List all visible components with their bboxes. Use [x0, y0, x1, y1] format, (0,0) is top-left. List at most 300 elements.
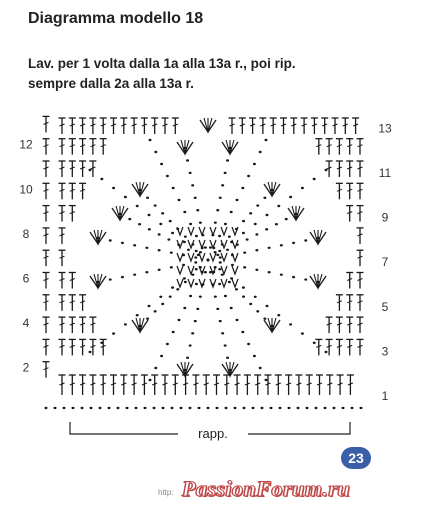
chain-symbol: [306, 407, 309, 409]
chain-symbol: [214, 221, 217, 223]
chain-symbol: [186, 159, 189, 161]
chain-symbol: [187, 249, 190, 251]
instruction-line-2: sempre dalla 2a alla 13a r.: [28, 76, 194, 91]
chain-symbol: [256, 310, 259, 312]
chain-symbol: [63, 407, 66, 409]
chain-symbol: [221, 273, 224, 275]
double-crochet-symbol: [347, 375, 354, 395]
chain-symbol: [148, 214, 151, 216]
page-number-badge: 23: [341, 447, 371, 469]
v-stitch-symbol: [221, 279, 227, 287]
chain-symbol: [265, 228, 268, 230]
chain-symbol: [176, 288, 179, 290]
double-crochet-symbol: [357, 273, 364, 289]
chain-symbol: [196, 209, 199, 211]
double-crochet-symbol: [326, 317, 333, 333]
chain-symbol: [295, 213, 298, 215]
chain-symbol: [195, 268, 198, 270]
chain-symbol: [158, 269, 161, 271]
v-stitch-symbol: [232, 279, 238, 287]
repeat-bracket: [70, 422, 350, 441]
v-stitch-symbol: [177, 266, 183, 274]
chain-symbol: [297, 407, 300, 409]
double-crochet-symbol: [346, 295, 353, 311]
row-label-left: 8: [22, 226, 30, 241]
double-crochet-symbol: [79, 139, 86, 155]
row-label-right: 13: [378, 121, 392, 136]
instruction-line-1: Lav. per 1 volta dalla 1a alla 13a r., poi rip.: [28, 56, 296, 71]
chain-symbol: [218, 268, 221, 270]
chain-symbol: [89, 351, 92, 353]
chain-symbol: [145, 271, 148, 273]
chain-symbol: [195, 250, 198, 252]
double-crochet-symbol: [59, 273, 66, 289]
chain-symbol: [255, 269, 258, 271]
chain-symbol: [139, 189, 142, 191]
chain-symbol: [243, 266, 246, 268]
chain-symbol: [178, 199, 181, 201]
chain-symbol: [100, 342, 103, 344]
double-crochet-symbol: [332, 118, 339, 134]
chain-symbol: [167, 238, 170, 240]
chain-symbol: [333, 407, 336, 409]
double-crochet-symbol: [213, 375, 220, 395]
stitch-grid: [43, 116, 364, 409]
double-crochet-symbol: [59, 228, 66, 244]
double-crochet-symbol: [234, 375, 241, 395]
double-crochet-symbol: [100, 339, 107, 355]
double-crochet-symbol: [254, 375, 261, 395]
chain-symbol: [228, 235, 231, 237]
chain-symbol: [160, 355, 163, 357]
double-crochet-symbol: [43, 362, 50, 378]
chain-symbol: [194, 320, 197, 322]
v-stitch-symbol: [221, 227, 227, 235]
chain-symbol: [360, 407, 363, 409]
double-crochet-symbol: [131, 375, 138, 395]
chain-symbol: [148, 305, 151, 307]
chain-symbol: [266, 214, 269, 216]
chain-symbol: [351, 407, 354, 409]
chain-symbol: [146, 317, 149, 319]
double-crochet-symbol: [357, 250, 364, 266]
double-crochet-symbol: [326, 375, 333, 395]
double-crochet-symbol: [336, 317, 343, 333]
double-crochet-symbol: [43, 273, 50, 289]
chain-symbol: [216, 209, 219, 211]
double-crochet-symbol: [357, 139, 364, 155]
chain-symbol: [261, 407, 264, 409]
chain-symbol: [204, 271, 207, 273]
double-crochet-symbol: [203, 375, 210, 395]
double-crochet-symbol: [59, 161, 66, 177]
v-stitch-symbol: [232, 253, 238, 261]
double-crochet-symbol: [59, 317, 66, 333]
v-stitch-symbol: [210, 279, 216, 287]
chain-symbol: [253, 163, 256, 165]
chain-symbol: [121, 276, 124, 278]
chain-symbol: [194, 197, 197, 199]
double-crochet-symbol: [43, 250, 50, 266]
chain-symbol: [279, 407, 282, 409]
double-crochet-symbol: [244, 375, 251, 395]
double-crochet-symbol: [275, 375, 282, 395]
chain-symbol: [100, 178, 103, 180]
chain-symbol: [325, 169, 328, 171]
chain-symbol: [154, 151, 157, 153]
double-crochet-symbol: [110, 118, 117, 134]
chain-symbol: [226, 357, 229, 359]
double-crochet-symbol: [69, 273, 76, 289]
double-crochet-symbol: [346, 183, 353, 199]
chain-symbol: [109, 239, 112, 241]
chain-symbol: [158, 249, 161, 251]
double-crochet-symbol: [151, 118, 158, 134]
double-crochet-symbol: [357, 317, 364, 333]
chain-symbol: [189, 223, 192, 225]
chain-symbol: [275, 223, 278, 225]
chain-symbol: [54, 407, 57, 409]
chain-symbol: [121, 242, 124, 244]
double-crochet-symbol: [79, 118, 86, 134]
chain-symbol: [126, 407, 129, 409]
chain-symbol: [171, 407, 174, 409]
chain-symbol: [289, 196, 292, 198]
chain-symbol: [182, 264, 185, 266]
chain-symbol: [149, 139, 152, 141]
chain-symbol: [99, 407, 102, 409]
double-crochet-symbol: [172, 375, 179, 395]
chain-symbol: [254, 296, 257, 298]
chain-symbol: [159, 296, 162, 298]
chain-symbol: [229, 369, 232, 371]
v-stitch-symbol: [221, 253, 227, 261]
chain-symbol: [224, 223, 227, 225]
row-label-right: 9: [381, 210, 389, 225]
chain-symbol: [315, 407, 318, 409]
double-crochet-symbol: [321, 118, 328, 134]
double-crochet-symbol: [357, 161, 364, 177]
double-crochet-symbol: [110, 375, 117, 395]
chain-symbol: [249, 303, 252, 305]
chain-symbol: [243, 251, 246, 253]
double-crochet-symbol: [336, 161, 343, 177]
double-crochet-symbol: [100, 139, 107, 155]
v-stitch-symbol: [188, 240, 194, 248]
chain-symbol: [225, 407, 228, 409]
chain-symbol: [243, 407, 246, 409]
double-crochet-symbol: [89, 317, 96, 333]
double-crochet-symbol: [182, 375, 189, 395]
chain-symbol: [254, 223, 257, 225]
chain-symbol: [124, 196, 127, 198]
v-stitch-symbol: [221, 240, 227, 248]
chain-symbol: [226, 249, 229, 251]
chain-symbol: [288, 407, 291, 409]
double-crochet-symbol: [172, 118, 179, 134]
chain-symbol: [231, 264, 234, 266]
row-label-left: 2: [22, 360, 30, 375]
double-crochet-symbol: [192, 375, 199, 395]
chain-symbol: [191, 332, 194, 334]
chain-symbol: [218, 250, 221, 252]
row-labels: [19, 121, 392, 403]
chain-symbol: [166, 343, 169, 345]
v-stitch-symbol: [199, 279, 205, 287]
v-stitch-symbol: [188, 253, 194, 261]
chain-symbol: [154, 310, 157, 312]
row-label-right: 5: [381, 299, 389, 314]
chain-symbol: [256, 204, 259, 206]
double-crochet-symbol: [89, 118, 96, 134]
chain-symbol: [117, 407, 120, 409]
chain-symbol: [242, 286, 245, 288]
chain-symbol: [72, 407, 75, 409]
double-crochet-symbol: [43, 295, 50, 311]
v-stitch-symbol: [232, 227, 238, 235]
chain-symbol: [219, 261, 222, 263]
chain-symbol: [149, 379, 152, 381]
chain-symbol: [89, 169, 92, 171]
chain-symbol: [145, 247, 148, 249]
chain-symbol: [216, 407, 219, 409]
chain-symbol: [219, 256, 222, 258]
chain-symbol: [133, 244, 136, 246]
double-crochet-symbol: [89, 139, 96, 155]
double-crochet-symbol: [311, 118, 318, 134]
chain-symbol: [221, 332, 224, 334]
double-crochet-symbol: [59, 295, 66, 311]
repeat-label: rapp.: [198, 426, 228, 441]
chain-symbol: [265, 379, 268, 381]
double-crochet-symbol: [239, 118, 246, 134]
chain-symbol: [199, 221, 202, 223]
chain-symbol: [136, 205, 139, 207]
chain-symbol: [241, 331, 244, 333]
watermark-logo: PassionForum.ru: [182, 476, 351, 501]
chain-symbol: [191, 273, 194, 275]
double-crochet-symbol: [79, 317, 86, 333]
chain-symbol: [144, 407, 147, 409]
double-crochet-symbol: [352, 118, 359, 134]
chain-symbol: [195, 235, 198, 237]
chain-symbol: [277, 205, 280, 207]
double-crochet-symbol: [141, 375, 148, 395]
chain-symbol: [170, 266, 173, 268]
v-stitch-symbol: [210, 253, 216, 261]
double-crochet-symbol: [69, 339, 76, 355]
chain-symbol: [263, 317, 266, 319]
chain-symbol: [247, 175, 250, 177]
chain-symbol: [158, 233, 161, 235]
double-crochet-symbol: [249, 118, 256, 134]
chain-symbol: [138, 223, 141, 225]
chain-symbol: [218, 235, 221, 237]
chain-symbol: [171, 232, 174, 234]
chain-symbol: [270, 407, 273, 409]
double-crochet-symbol: [285, 375, 292, 395]
chain-symbol: [268, 247, 271, 249]
double-crochet-symbol: [346, 317, 353, 333]
chain-symbol: [301, 332, 304, 334]
row-label-right: 11: [378, 166, 392, 180]
chain-symbol: [242, 295, 245, 297]
chain-symbol: [189, 295, 192, 297]
chain-symbol: [162, 407, 165, 409]
chain-symbol: [204, 246, 207, 248]
double-crochet-symbol: [43, 228, 50, 244]
double-crochet-symbol: [336, 183, 343, 199]
double-crochet-symbol: [59, 250, 66, 266]
chain-symbol: [160, 163, 163, 165]
chain-symbol: [154, 367, 157, 369]
chain-symbol: [178, 319, 181, 321]
chain-symbol: [189, 344, 192, 346]
chain-symbol: [268, 271, 271, 273]
double-crochet-symbol: [59, 339, 66, 355]
double-crochet-symbol: [69, 139, 76, 155]
v-stitch-symbol: [199, 240, 205, 248]
chain-symbol: [236, 199, 239, 201]
chain-symbol: [183, 307, 186, 309]
chain-symbol: [159, 223, 162, 225]
chain-symbol: [263, 197, 266, 199]
chain-symbol: [271, 325, 274, 327]
double-crochet-symbol: [346, 161, 353, 177]
double-crochet-symbol: [43, 206, 50, 222]
chain-symbol: [235, 288, 238, 290]
double-crochet-symbol: [315, 339, 322, 355]
cluster-shell-symbol: [200, 118, 216, 132]
double-crochet-symbol: [280, 118, 287, 134]
chain-symbol: [277, 314, 280, 316]
chain-symbol: [166, 175, 169, 177]
chain-symbol: [184, 147, 187, 149]
chain-symbol: [259, 367, 262, 369]
chain-symbol: [219, 197, 222, 199]
chain-symbol: [136, 314, 139, 316]
chain-symbol: [183, 241, 186, 243]
double-crochet-symbol: [316, 375, 323, 395]
chain-symbol: [255, 233, 258, 235]
double-crochet-symbol: [357, 228, 364, 244]
double-crochet-symbol: [295, 375, 302, 395]
chain-symbol: [90, 407, 93, 409]
double-crochet-symbol: [131, 118, 138, 134]
double-crochet-symbol: [315, 139, 322, 155]
chain-symbol: [133, 273, 136, 275]
double-crochet-symbol: [69, 161, 76, 177]
row-label-left: 4: [22, 316, 30, 331]
chain-symbol: [172, 331, 175, 333]
double-crochet-symbol: [120, 375, 127, 395]
double-crochet-symbol: [69, 183, 76, 199]
chain-symbol: [161, 212, 164, 214]
double-crochet-symbol: [120, 118, 127, 134]
double-crochet-symbol: [43, 183, 50, 199]
chain-symbol: [271, 189, 274, 191]
chain-symbol: [171, 286, 174, 288]
diagram-title: Diagramma modello 18: [28, 10, 204, 27]
chain-symbol: [255, 249, 258, 251]
chain-symbol: [249, 212, 252, 214]
double-crochet-symbol: [265, 375, 272, 395]
v-stitch-symbol: [188, 266, 194, 274]
chain-symbol: [266, 305, 269, 307]
double-crochet-symbol: [59, 118, 66, 134]
chain-symbol: [169, 295, 172, 297]
chain-symbol: [196, 308, 199, 310]
double-crochet-symbol: [59, 139, 66, 155]
double-crochet-symbol: [290, 118, 297, 134]
chain-symbol: [224, 172, 227, 174]
chain-symbol: [139, 325, 142, 327]
chain-symbol: [317, 281, 320, 283]
double-crochet-symbol: [229, 118, 236, 134]
double-crochet-symbol: [326, 139, 333, 155]
chain-symbol: [170, 251, 173, 253]
double-crochet-symbol: [100, 375, 107, 395]
chain-symbol: [199, 295, 202, 297]
chain-symbol: [172, 187, 175, 189]
v-stitch-symbol: [221, 266, 227, 274]
chain-symbol: [198, 407, 201, 409]
chain-symbol: [242, 232, 245, 234]
chain-symbol: [221, 184, 224, 186]
v-stitch-symbol: [188, 279, 194, 287]
chain-symbol: [112, 187, 115, 189]
chain-symbol: [169, 220, 172, 222]
chain-symbol: [180, 407, 183, 409]
double-crochet-symbol: [357, 295, 364, 311]
double-crochet-symbol: [346, 339, 353, 355]
double-crochet-symbol: [79, 375, 86, 395]
chain-symbol: [194, 261, 197, 263]
double-crochet-symbol: [69, 118, 76, 134]
double-crochet-symbol: [162, 375, 169, 395]
chain-symbol: [194, 256, 197, 258]
chain-symbol: [317, 237, 320, 239]
double-crochet-symbol: [69, 317, 76, 333]
chain-symbol: [108, 407, 111, 409]
double-crochet-symbol: [43, 161, 50, 177]
chain-symbol: [304, 278, 307, 280]
double-crochet-symbol: [43, 116, 50, 132]
double-crochet-symbol: [342, 118, 349, 134]
chain-symbol: [135, 407, 138, 409]
row-label-left: 6: [22, 271, 30, 286]
chain-symbol: [285, 218, 288, 220]
chain-symbol: [183, 211, 186, 213]
double-crochet-symbol: [151, 375, 158, 395]
chain-symbol: [209, 246, 212, 248]
double-crochet-symbol: [270, 118, 277, 134]
double-crochet-symbol: [346, 273, 353, 289]
chain-symbol: [154, 204, 157, 206]
chain-symbol: [161, 303, 164, 305]
chain-symbol: [189, 172, 192, 174]
chain-symbol: [219, 320, 222, 322]
chain-symbol: [45, 407, 48, 409]
row-label-left: 10: [19, 182, 33, 197]
double-crochet-symbol: [79, 183, 86, 199]
chain-symbol: [97, 237, 100, 239]
double-crochet-symbol: [337, 375, 344, 395]
v-stitch-symbol: [177, 240, 183, 248]
double-crochet-symbol: [259, 118, 266, 134]
chain-symbol: [292, 242, 295, 244]
chain-symbol: [236, 319, 239, 321]
